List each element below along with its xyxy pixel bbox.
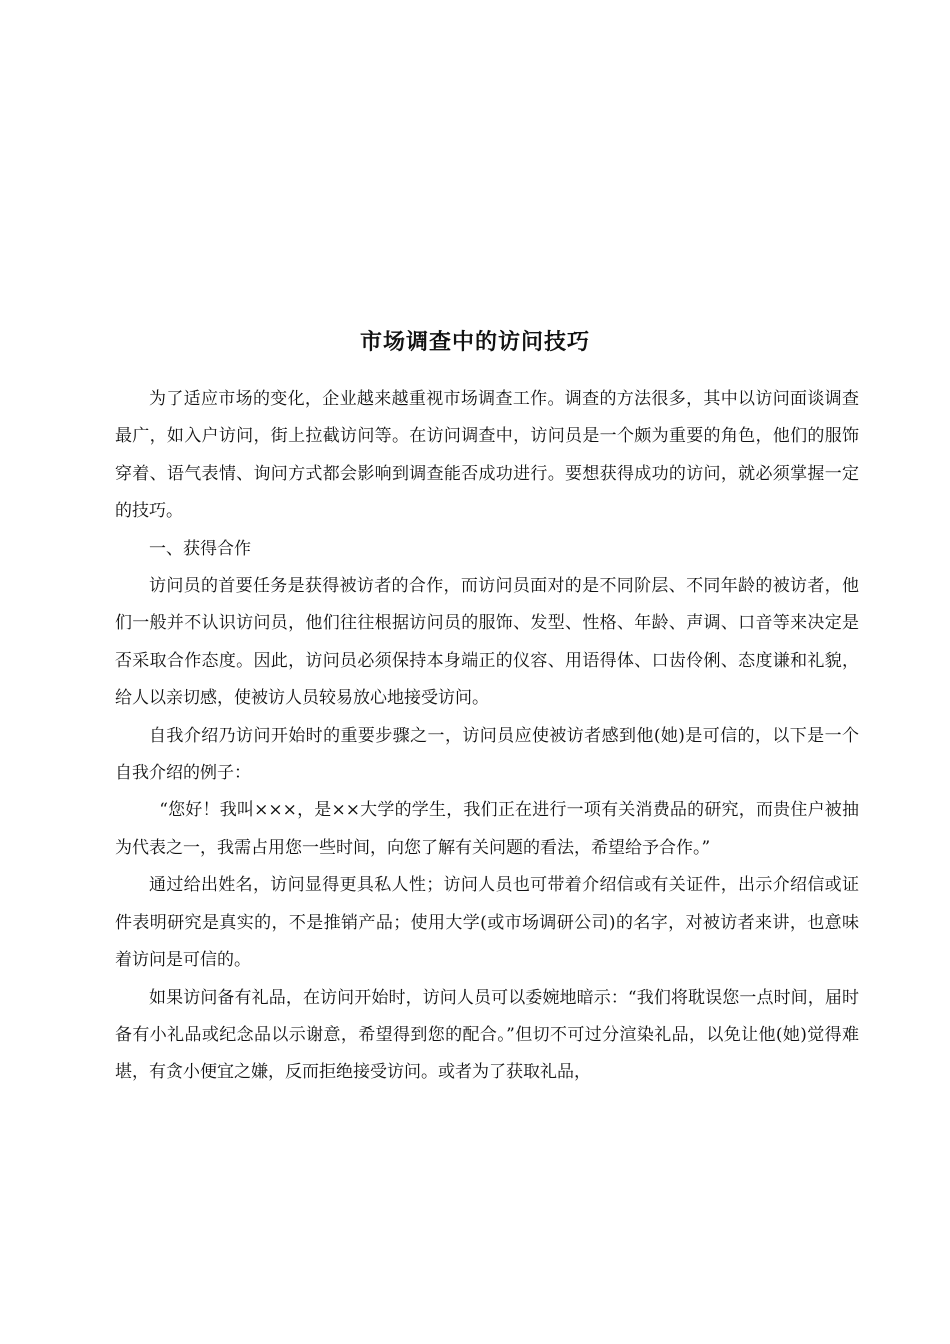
paragraph-example-quote: “您好！我叫×××，是××大学的学生，我们正在进行一项有关消费品的研究，而贵住户被抽为代表之一，我需占用您一些时间，向您了解有关问题的看法，希望给予合作。” <box>115 800 859 858</box>
paragraph-credibility: 通过给出姓名，访问显得更具私人性；访问人员也可带着介绍信或有关证件，出示介绍信或证件表明研究是真实的，不是推销产品；使用大学(或市场调研公司)的名字，对被访者来讲，也意味着访问是可信的。 <box>115 875 859 971</box>
paragraph-intro: 为了适应市场的变化，企业越来越重视市场调查工作。调查的方法很多，其中以访问面谈调查最广，如入户访问，街上拉截访问等。在访问调查中，访问员是一个颇为重要的角色，他们的服饰穿着、语气表情、询问方式都会影响到调查能否成功进行。要想获得成功的访问，就必须掌握一定的技巧。 <box>115 389 859 522</box>
paragraph-self-introduction: 自我介绍乃访问开始时的重要步骤之一，访问员应使被访者感到他(她)是可信的，以下是一个自我介绍的例子： <box>115 725 859 784</box>
paragraph-cooperation: 访问员的首要任务是获得被访者的合作，而访问员面对的是不同阶层、不同年龄的被访者，他们一般并不认识访问员，他们往往根据访问员的服饰、发型、性格、年龄、声调、口音等来决定是否采取合作态度。因此，访问员必须保持本身端正的仪容、用语得体、口齿伶俐、态度谦和礼貌，给人以亲切感，使被访人员较易放心地接受访问。 <box>115 576 859 709</box>
paragraph-gifts: 如果访问备有礼品，在访问开始时，访问人员可以委婉地暗示：“我们将耽误您一点时间，届时备有小礼品或纪念品以示谢意，希望得到您的配合。”但切不可过分渲染礼品，以免让他(她)觉得难堪，有贪小便宜之嫌，反而拒绝接受访问。或者为了获取礼品， <box>115 987 859 1083</box>
document-title: 市场调查中的访问技巧 <box>359 329 590 355</box>
section-heading: 一、获得合作 <box>149 538 251 559</box>
document-body <box>115 381 859 1092</box>
